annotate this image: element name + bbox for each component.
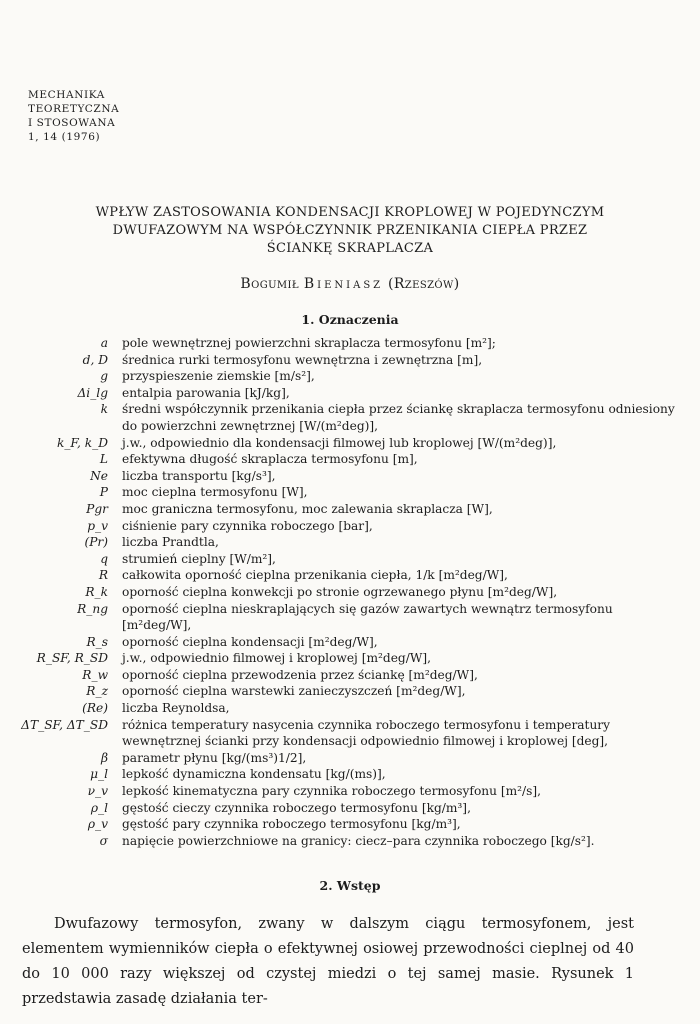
notation-description: różnica temperatury nasycenia czynnika roboczego termosyfonu i temperatury wewnętrznej ścianki przy kondensacji odpowiednio filmowej i kroplowej [deg], [122,717,614,749]
notation-description: przyspieszenie ziemskie [m/s²], [122,369,315,384]
notation-row [20,700,680,717]
journal-info [28,88,119,144]
notation-description: lepkość dynamiczna kondensatu [kg/(ms)], [122,767,386,782]
journal-line: TEORETYCZNA [28,103,120,115]
notation-row [20,501,680,518]
author-affiliation: (Rzeszów) [387,276,460,292]
title-line: DWUFAZOWYM NA WSPÓŁCZYNNIK PRZENIKANIA CIEPŁA PRZEZ [112,223,588,238]
notation-description: moc graniczna termosyfonu, moc zalewania skraplacza [W], [122,501,493,516]
notation-symbol: μ_l [90,767,108,782]
notation-description: oporność cieplna warstewki zanieczyszczeń [m²deg/W], [122,684,466,699]
notation-description: oporność cieplna nieskraplających się gazów zawartych wewnątrz termosyfonu [m²deg/W], [122,601,617,633]
notation-description: oporność cieplna przewodzenia przez ściankę [m²deg/W], [122,667,478,682]
journal-issue: 1, 14 (1976) [28,131,101,143]
notation-description: liczba Reynoldsa, [122,701,230,716]
notation-row [20,650,680,667]
notation-row [20,368,680,385]
notation-description: entalpia parowania [kJ/kg], [122,385,290,400]
title-line: ŚCIANKĘ SKRAPLACZA [266,241,434,256]
notation-symbol: p_v [87,518,108,533]
notation-row [20,385,680,402]
notation-description: j.w., odpowiednio filmowej i kroplowej [m²deg/W], [122,651,431,666]
notation-symbol: (Pr) [84,535,108,550]
notation-row [20,833,680,850]
notation-description: efektywna długość skraplacza termosyfonu [m], [122,452,418,467]
journal-line: MECHANIKA [28,89,105,101]
author-first-name: Bogumił [240,276,299,292]
notation-list [20,335,680,849]
notation-description: gęstość cieczy czynnika roboczego termosyfonu [kg/m³], [122,800,471,815]
notation-row [20,584,680,601]
notation-row [20,534,680,551]
notation-row [20,484,680,501]
notation-row [20,468,680,485]
notation-symbol: Pgr [86,501,108,516]
notation-description: lepkość kinematyczna pary czynnika roboczego termosyfonu [m²/s], [122,784,542,799]
notation-symbol: q [100,551,108,566]
notation-description: pole wewnętrznej powierzchni skraplacza termosyfonu [m²]; [122,336,496,350]
notation-symbol: P [99,485,108,500]
author-line [40,276,660,292]
notation-symbol: a [100,336,108,350]
notation-symbol: ρ_v [87,817,108,832]
notation-row [20,783,680,800]
notation-row [20,435,680,452]
journal-line: I STOSOWANA [28,117,116,129]
notation-row [20,766,680,783]
section-heading-notation: 1. Oznaczenia [301,312,399,327]
notation-description: j.w., odpowiednio dla kondensacji filmowej lub kroplowej [W/(m²deg)], [122,435,557,450]
notation-description: oporność cieplna kondensacji [m²deg/W], [122,634,378,649]
notation-description: ciśnienie pary czynnika roboczego [bar], [122,518,373,533]
notation-row [20,551,680,568]
notation-row [20,634,680,651]
notation-row [20,683,680,700]
notation-symbol: k_F, k_D [56,435,108,450]
notation-symbol: R_z [86,684,108,699]
notation-description: liczba transportu [kg/s³], [122,468,276,483]
notation-symbol: R_w [82,667,108,682]
notation-row [20,717,680,750]
notation-description: strumień cieplny [W/m²], [122,551,276,566]
notation-symbol: Ne [90,468,108,483]
notation-description: średni współczynnik przenikania ciepła przez ściankę skraplacza termosyfonu odniesiony do powierzchni zewnętrznej [W/(m²deg)], [122,402,679,433]
notation-symbol: R_ng [77,601,108,616]
notation-row [20,352,680,369]
notation-symbol: R_s [86,634,108,649]
notation-row [20,601,680,634]
intro-paragraph: Dwufazowy termosyfon, zwany w dalszym ciągu termosyfonem, jest elementem wymienników ciepła o efektywnej osiowej przewodności cieplnej od 40 do 10 000 razy większej od czystej miedzi o tej samej masie. Rysunek 1 przedstawia zasadę działania ter- [22,916,634,1007]
notation-symbol: R_k [85,584,108,599]
notation-row [20,567,680,584]
title-line: WPŁYW ZASTOSOWANIA KONDENSACJI KROPLOWEJ W POJEDYNCZYM [95,205,605,220]
paper-title [40,204,660,258]
notation-symbol: R [98,568,108,583]
notation-row [20,335,680,352]
notation-symbol: σ [99,833,108,848]
notation-row [20,816,680,833]
author-surname: Bieniasz [303,276,384,292]
notation-symbol: g [100,369,108,384]
notation-symbol: Δi_lg [77,385,108,400]
notation-row [20,667,680,684]
notation-description: całkowita oporność cieplna przenikania ciepła, 1/k [m²deg/W], [122,568,508,583]
notation-symbol: ΔT_SF, ΔT_SD [21,717,108,732]
notation-description: parametr płynu [kg/(ms³)1/2], [122,750,307,765]
notation-description: napięcie powierzchniowe na granicy: ciecz–para czynnika roboczego [kg/s²]. [122,833,595,848]
notation-description: średnica rurki termosyfonu wewnętrzna i zewnętrzna [m], [122,352,483,367]
notation-symbol: ν_v [87,784,108,799]
notation-symbol: β [100,750,108,765]
notation-row [20,750,680,767]
section-heading-intro: 2. Wstęp [319,878,381,893]
notation-row [20,401,680,434]
notation-description: gęstość pary czynnika roboczego termosyfonu [kg/m³], [122,817,461,832]
notation-description: moc cieplna termosyfonu [W], [122,485,308,500]
notation-symbol: d, D [82,352,108,367]
notation-symbol: L [99,452,108,467]
notation-symbol: (Re) [82,701,108,716]
notation-row [20,451,680,468]
notation-description: oporność cieplna konwekcji po stronie ogrzewanego płynu [m²deg/W], [122,584,558,599]
notation-symbol: ρ_l [90,800,108,815]
notation-description: liczba Prandtla, [122,535,219,550]
notation-symbol: R_SF, R_SD [36,651,108,666]
notation-symbol: k [100,402,108,417]
notation-row [20,518,680,535]
notation-row [20,800,680,817]
